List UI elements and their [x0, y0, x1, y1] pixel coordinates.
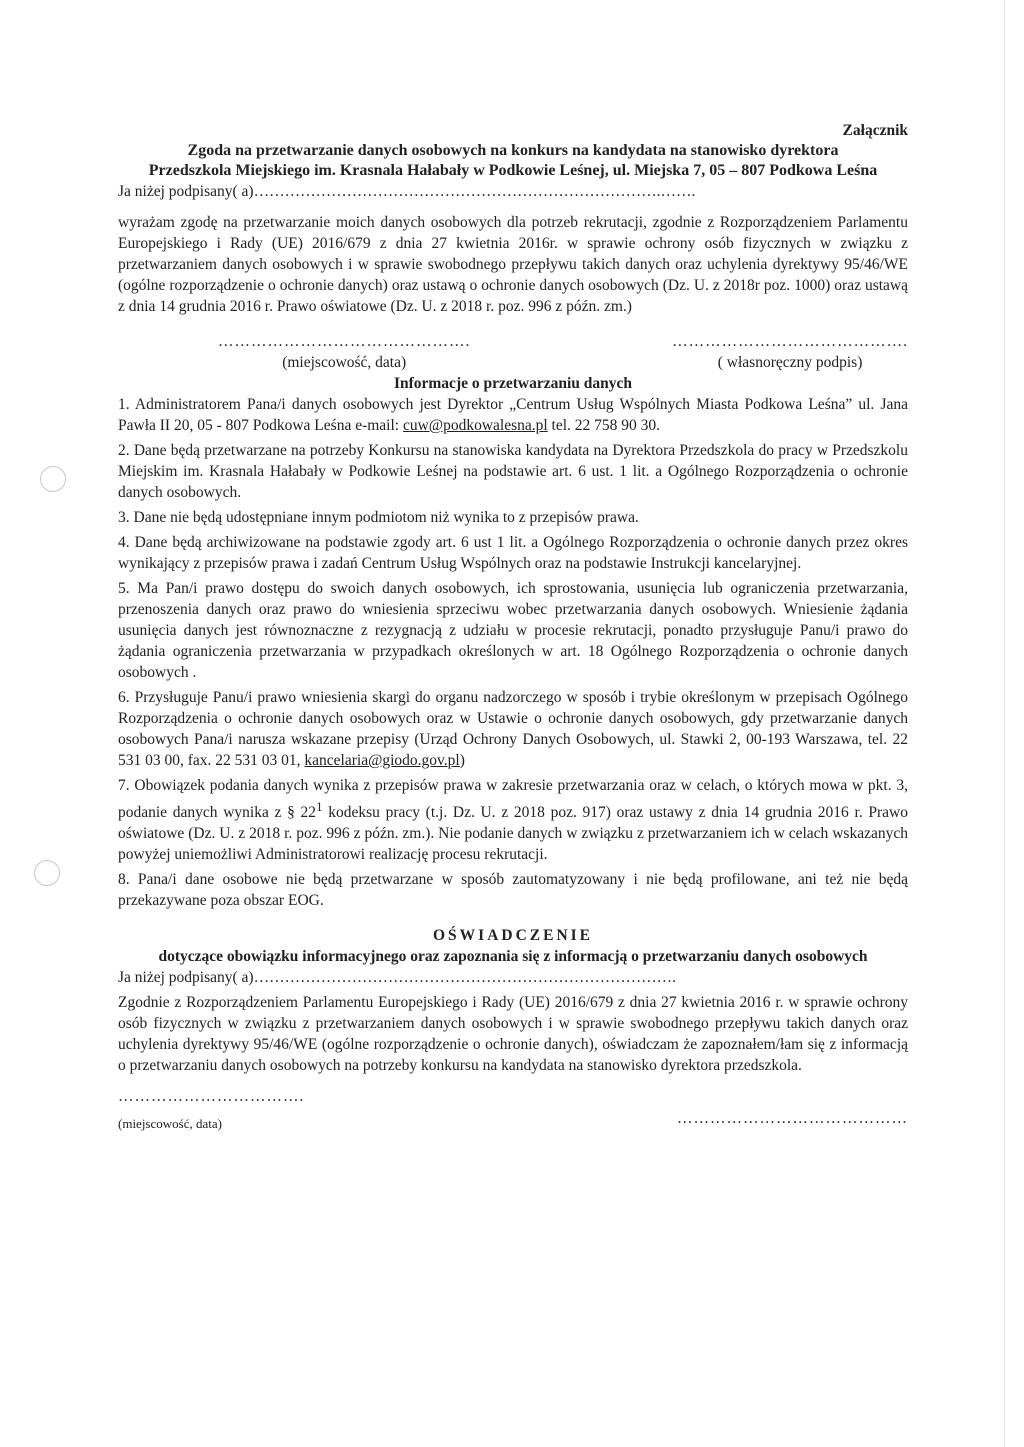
- info-item-1-phone: tel. 22 758 90 30.: [547, 417, 661, 434]
- declaration-subtitle: dotyczące obowiązku informacyjnego oraz zapoznania się z informacją o przetwarzaniu danych osobowych: [158, 948, 868, 966]
- declaration-place-date-dots: …………………………….: [118, 1088, 305, 1106]
- declaration-signature-row: [118, 1086, 908, 1134]
- info-item-7: [118, 775, 908, 865]
- document-body: [118, 120, 908, 1134]
- info-item-7-rest: kodeksu pracy (t.j. Dz. U. z 2018 poz. 917) oraz ustawy z dnia 14 grudnia 2016 r. Prawo oświatowe (Dz. U. z 2018 r. poz. 996 z późn. zm.). Nie podanie danych w związku z przetwarzaniem ich w celach wskazanych powyżej uniemożliwi Administratorowi realizację procesu rekrutacji.: [118, 804, 908, 864]
- punch-hole: [40, 466, 66, 492]
- consent-title-line1: Zgoda na przetwarzanie danych osobowych na konkurs na kandydata na stanowisko dyrektora: [187, 142, 839, 159]
- consent-signature-row: [118, 331, 908, 373]
- administrator-email-link[interactable]: cuw@podkowalesna.pl: [402, 417, 548, 434]
- declaration-title: OŚWIADCZENIE: [432, 927, 594, 945]
- info-title: Informacje o przetwarzaniu danych: [393, 375, 633, 392]
- info-item-8: 8. Pana/i dane osobowe nie będą przetwarzane w sposób zautomatyzowany i nie będą profilowane, ani też nie będą przekazywane poza obszar EOG.: [118, 871, 908, 910]
- info-item-6: [118, 687, 908, 771]
- signature-label: ( własnoręczny podpis): [717, 354, 863, 371]
- info-item-6-text: 6. Przysługuje Panu/i prawo wniesienia skargi do organu nadzorczego w sposób i trybie określonym w przepisach Ogólnego Rozporządzenia o ochronie danych osobowych oraz w Ustawie o ochronie danych osobowych, gdy przetwarzanie danych osobowych Pana/i narusza wskazane przepisy (Urząd Ochrony Danych Osobowych, ul. Stawki 2, 00-193 Warszawa, tel. 22 531 03 00, fax. 22 531 03 01,: [118, 689, 908, 769]
- scan-edge-line: [1004, 0, 1005, 1447]
- declaration-body: Zgodnie z Rozporządzeniem Parlamentu Europejskiego i Rady (UE) 2016/679 z dnia 27 kwietnia 2016 r. w sprawie ochrony osób fizycznych w związku z przetwarzaniem danych osobowych i w sprawie swobodnego przepływu takich danych oraz uchylenia dyrektywy 95/46/WE (ogólne rozporządzenie o ochronie danych), oświadczam że zapoznałem/łam się z informacją o przetwarzaniu danych osobowych na potrzeby konkursu na kandydata na stanowisko dyrektora przedszkola.: [118, 994, 908, 1075]
- info-item-3: 3. Dane nie będą udostępniane innym podmiotom niż wynika to z przepisów prawa.: [118, 509, 639, 526]
- info-item-4: 4. Dane będą archiwizowane na podstawie zgody art. 6 ust 1 lit. a Ogólnego Rozporządzenia o ochronie danych przez okres wynikający z przepisów prawa i zadań Centrum Usług Wspólnych oraz na podstawie Instrukcji kancelaryjnej.: [118, 534, 908, 572]
- info-item-5: 5. Ma Pan/i prawo dostępu do swoich danych osobowych, ich sprostowania, usunięcia lub ograniczenia przetwarzania, przenoszenia danych oraz prawo do wniesienia sprzeciwu wobec przetwarzania danych osobowych. Wniesienie żądania usunięcia danych jest równoznaczne z rezygnacją z udziału w procesie rekrutacji, ponadto przysługuje Panu/i prawo do żądania ograniczenia przetwarzania w przypadkach określonych w art. 18 Ogólnego Rozporządzenia o ochronie danych osobowych .: [118, 580, 908, 681]
- info-item-7-text: 7. Obowiązek podania danych wynika z przepisów prawa w zakresie przetwarzania oraz w celach, o których mowa w pkt. 3, podanie danych wynika z § 22: [118, 777, 908, 822]
- declaration-undersigned-field: Ja niżej podpisany( a)……………………………………………………………………….: [118, 969, 676, 987]
- attachment-label: Załącznik: [842, 122, 908, 139]
- punch-hole: [34, 860, 60, 886]
- info-item-2: 2. Dane będą przetwarzane na potrzeby Konkursu na stanowiska kandydata na Dyrektora Przedszkola do pracy w Przedszkolu Miejskim im. Krasnala Hałabały w Podkowie Leśnej na podstawie art. 6 ust. 1 lit. a Ogólnego Rozporządzenia o ochronie danych osobowych.: [118, 442, 908, 501]
- consent-body: wyrażam zgodę na przetwarzanie moich danych osobowych dla potrzeb rekrutacji, zgodnie z Rozporządzeniem Parlamentu Europejskiego i Rady (UE) 2016/679 z dnia 27 kwietnia 2016r. w sprawie ochrony osób fizycznych w związku z przetwarzaniem danych osobowych i w sprawie swobodnego przepływu takich danych oraz uchylenia dyrektywy 95/46/WE (ogólne rozporządzenie o ochronie danych) oraz ustawą o ochronie danych osobowych (Dz. U. z 2018r poz. 1000) oraz ustawą z dnia 14 grudnia 2016 r. Prawo oświatowe (Dz. U. z 2018 r. poz. 996 z późn. zm.): [118, 214, 908, 315]
- place-date-label: (miejscowość, data): [282, 354, 407, 371]
- info-item-7-superscript: 1: [316, 799, 323, 814]
- info-item-1-text: 1. Administratorem Pana/i danych osobowych jest Dyrektor „Centrum Usług Wspólnych Miasta Podkowa Leśna” ul. Jana Pawła II 20, 05 - 807 Podkowa Leśna e-mail:: [118, 396, 908, 434]
- signature-dots: …………………………………….: [672, 333, 908, 350]
- consent-undersigned-field: Ja niżej podpisany( a)…………………………………………………………………….…….: [118, 183, 696, 200]
- info-item-6-end: ): [459, 752, 465, 769]
- declaration-signature-dots: ……………………………………: [677, 1110, 908, 1128]
- declaration-place-date-label: (miejscowość, data): [118, 1116, 222, 1132]
- consent-title-line2: Przedszkola Miejskiego im. Krasnala Hałabały w Podkowie Leśnej, ul. Miejska 7, 05 – 807 Podkowa Leśna: [148, 162, 878, 179]
- place-date-dots: ……………………………………….: [218, 333, 471, 350]
- info-item-1: [118, 394, 908, 436]
- giodo-email-link[interactable]: kancelaria@giodo.gov.pl: [304, 752, 460, 769]
